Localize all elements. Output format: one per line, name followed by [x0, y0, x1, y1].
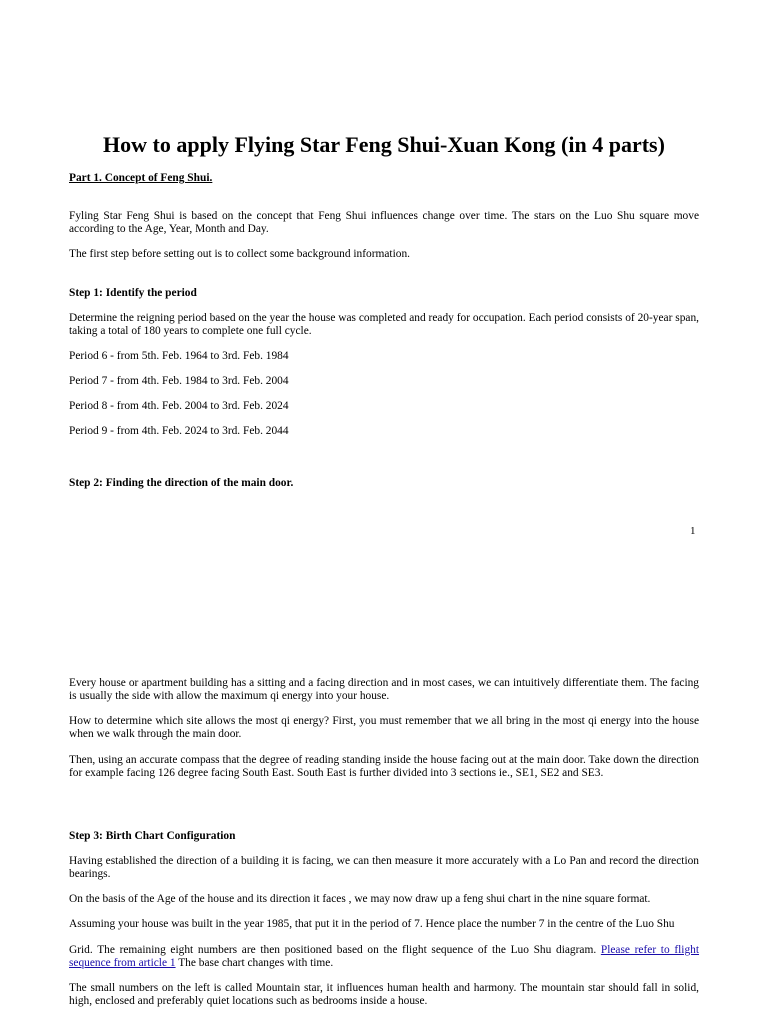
flight-sequence-link[interactable]: Please refer to flight sequence from article 1: [69, 944, 700, 970]
step3-paragraph-3: Assuming your house was built in the year 1985, that put it in the period of 7. Hence place the number 7 in the centre of the Luo Shu: [69, 918, 675, 930]
step3-paragraph-2: On the basis of the Age of the house and its direction it faces , we may now draw up a feng shui chart in the nine square format.: [69, 893, 651, 905]
step3-heading: Step 3: Birth Chart Configuration: [69, 830, 236, 842]
intro-paragraph-2: The first step before setting out is to collect some background information.: [69, 248, 411, 260]
period-6: Period 6 - from 5th. Feb. 1964 to 3rd. Feb. 1984: [69, 350, 289, 362]
step2-paragraph-3: Then, using an accurate compass that the degree of reading standing inside the house facing out at the main door. Take down the direction for example facing 126 degree facing South East. South East is further divided into 3 sections ie., SE1, SE2 and SE3.: [69, 754, 699, 780]
period-8: Period 8 - from 4th. Feb. 2004 to 3rd. Feb. 2024: [69, 400, 289, 412]
step3-paragraph-4-text-after: The base chart changes with time.: [175, 957, 334, 970]
intro-paragraph-1: Fyling Star Feng Shui is based on the concept that Feng Shui influences change over time. The stars on the Luo Shu square move according to the Age, Year, Month and Day.: [69, 210, 699, 236]
step3-paragraph-4: [69, 944, 699, 971]
period-9: Period 9 - from 4th. Feb. 2024 to 3rd. Feb. 2044: [69, 425, 289, 437]
step2-paragraph-2: How to determine which site allows the most qi energy? First, you must remember that we all bring in the most qi energy into the house when we walk through the main door.: [69, 715, 699, 741]
step1-paragraph: Determine the reigning period based on the year the house was completed and ready for occupation. Each period consists of 20-year span, taking a total of 180 years to complete one full cycle.: [69, 312, 699, 338]
page-title: How to apply Flying Star Feng Shui-Xuan Kong (in 4 parts): [103, 132, 665, 157]
step3-paragraph-4-text-before: Grid. The remaining eight numbers are then positioned based on the flight sequence of the Luo Shu diagram.: [69, 944, 601, 956]
part1-heading: Part 1. Concept of Feng Shui.: [69, 172, 213, 184]
period-7: Period 7 - from 4th. Feb. 1984 to 3rd. Feb. 2004: [69, 375, 289, 387]
page-number: 1: [690, 525, 696, 537]
step2-heading: Step 2: Finding the direction of the main door.: [69, 477, 294, 489]
step3-paragraph-1: Having established the direction of a building it is facing, we can then measure it more accurately with a Lo Pan and record the direction bearings.: [69, 855, 699, 881]
step2-paragraph-1: Every house or apartment building has a sitting and a facing direction and in most cases, we can intuitively differentiate them. The facing is usually the side with allow the maximum qi energy into your house.: [69, 677, 699, 703]
step1-heading: Step 1: Identify the period: [69, 287, 197, 299]
step3-paragraph-5: The small numbers on the left is called Mountain star, it influences human health and harmony. The mountain star should fall in solid, high, enclosed and preferably quiet locations such as bedrooms inside a house.: [69, 982, 699, 1008]
